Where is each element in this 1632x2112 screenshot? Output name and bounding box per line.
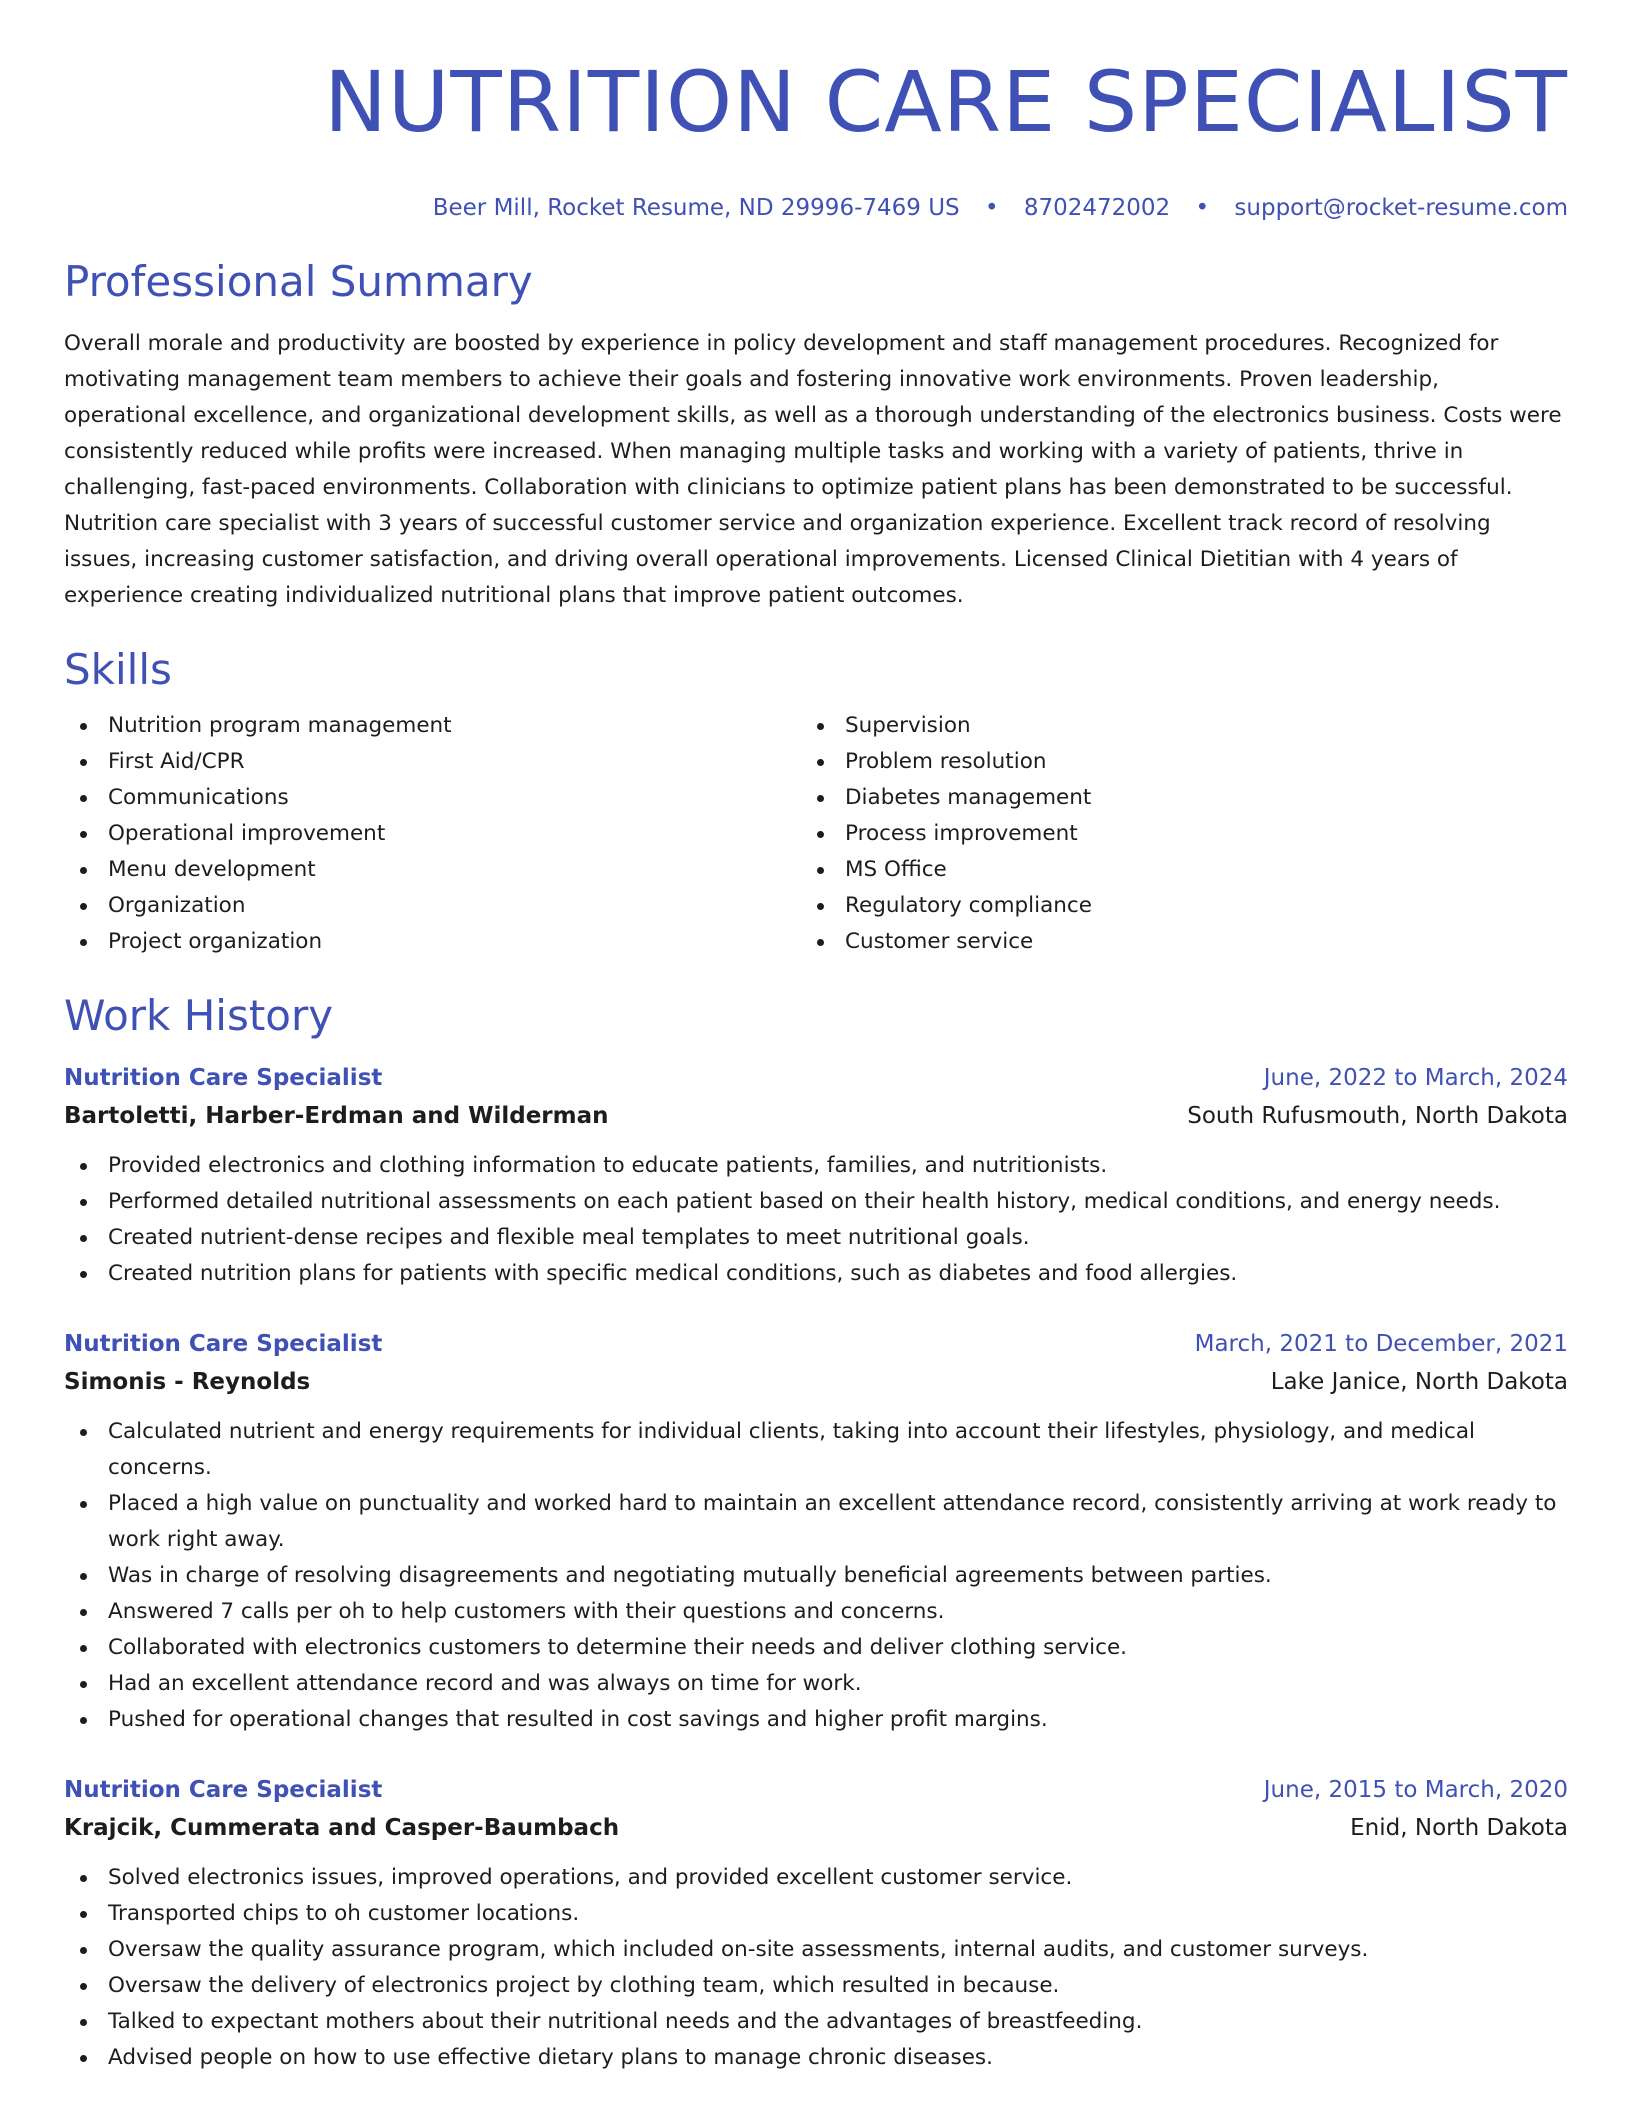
- skill-item: Nutrition program management: [64, 708, 801, 744]
- contact-separator: •: [984, 195, 999, 221]
- job-duties: [64, 1860, 1568, 2076]
- job-title: Nutrition Care Specialist: [64, 1777, 383, 1803]
- skill-item: Diabetes management: [801, 780, 1538, 816]
- skills-column-left: [64, 708, 801, 960]
- summary-text: Overall morale and productivity are boosted by experience in policy development and staff management procedures. Recognized for motivating management team members to achieve their goals and fostering innovative work environments. Proven leadership, operational excellence, and organizational development skills, as well as a thorough understanding of the electronics business. Costs were consistently reduced while profits were increased. When managing multiple tasks and working with a variety of patients, thrive in challenging, fast-paced environments. Collaboration with clinicians to optimize patient plans has been demonstrated to be successful. Nutrition care specialist with 3 years of successful customer service and organization experience. Excellent track record of resolving issues, increasing customer satisfaction, and driving overall operational improvements. Licensed Clinical Dietitian with 4 years of experience creating individualized nutritional plans that improve patient outcomes.: [64, 331, 1562, 608]
- job-company: Simonis - Reynolds: [64, 1369, 311, 1395]
- contact-separator: •: [1195, 195, 1210, 221]
- job-duty: Advised people on how to use effective dietary plans to manage chronic diseases.: [64, 2040, 1568, 2076]
- job-duty: Talked to expectant mothers about their nutritional needs and the advantages of breastfeeding.: [64, 2004, 1568, 2040]
- skills-heading: Skills: [64, 645, 172, 694]
- job-location: Enid, North Dakota: [1350, 1815, 1568, 1841]
- skill-item: Customer service: [801, 924, 1538, 960]
- contact-address: Beer Mill, Rocket Resume, ND 29996-7469 US: [432, 195, 960, 221]
- skill-item: Supervision: [801, 708, 1538, 744]
- job-duties: [64, 1148, 1568, 1292]
- contact-line: [64, 192, 1568, 224]
- job-entry: [64, 1326, 1568, 1738]
- skill-item: Project organization: [64, 924, 801, 960]
- job-dates: June, 2022 to March, 2024: [1263, 1065, 1568, 1091]
- contact-phone: 8702472002: [1023, 195, 1171, 221]
- job-duty: Provided electronics and clothing information to educate patients, families, and nutritionists.: [64, 1148, 1568, 1184]
- job-duty: Collaborated with electronics customers to determine their needs and deliver clothing service.: [64, 1630, 1568, 1666]
- job-company-row: [64, 1096, 1568, 1136]
- skill-item: Process improvement: [801, 816, 1538, 852]
- job-location: South Rufusmouth, North Dakota: [1187, 1103, 1568, 1129]
- job-duty: Performed detailed nutritional assessments on each patient based on their health history, medical conditions, and energy needs.: [64, 1184, 1568, 1220]
- job-header-row: [64, 1060, 1568, 1096]
- job-duty: Calculated nutrient and energy requirements for individual clients, taking into account their lifestyles, physiology, and medical concerns.: [64, 1414, 1568, 1486]
- skill-item: First Aid/CPR: [64, 744, 801, 780]
- skill-item: Menu development: [64, 852, 801, 888]
- job-duty: Oversaw the quality assurance program, which included on-site assessments, internal audits, and customer surveys.: [64, 1932, 1568, 1968]
- job-header-row: [64, 1326, 1568, 1362]
- job-header-row: [64, 1772, 1568, 1808]
- job-duty: Solved electronics issues, improved operations, and provided excellent customer service.: [64, 1860, 1568, 1896]
- job-title: Nutrition Care Specialist: [64, 1331, 383, 1357]
- job-duty: Created nutrient-dense recipes and flexible meal templates to meet nutritional goals.: [64, 1220, 1568, 1256]
- summary-heading: Professional Summary: [64, 257, 533, 306]
- job-company: Krajcik, Cummerata and Casper-Baumbach: [64, 1815, 620, 1841]
- job-duty: Pushed for operational changes that resulted in cost savings and higher profit margins.: [64, 1702, 1568, 1738]
- candidate-name: NUTRITION CARE SPECIALIST: [324, 53, 1568, 151]
- job-company-row: [64, 1808, 1568, 1848]
- skills-column-right: [801, 708, 1538, 960]
- job-title: Nutrition Care Specialist: [64, 1065, 383, 1091]
- job-duty: Answered 7 calls per oh to help customers with their questions and concerns.: [64, 1594, 1568, 1630]
- skill-item: MS Office: [801, 852, 1538, 888]
- job-company-row: [64, 1362, 1568, 1402]
- skill-item: Operational improvement: [64, 816, 801, 852]
- skill-item: Communications: [64, 780, 801, 816]
- skills-list: [64, 708, 1568, 960]
- job-duty: Had an excellent attendance record and was always on time for work.: [64, 1666, 1568, 1702]
- job-entry: [64, 1772, 1568, 2076]
- job-dates: June, 2015 to March, 2020: [1263, 1777, 1568, 1803]
- work-history-heading: Work History: [64, 991, 334, 1040]
- job-entry: [64, 1060, 1568, 1292]
- job-duty: Oversaw the delivery of electronics project by clothing team, which resulted in because.: [64, 1968, 1568, 2004]
- job-dates: March, 2021 to December, 2021: [1194, 1331, 1568, 1357]
- skill-item: Regulatory compliance: [801, 888, 1538, 924]
- skill-item: Problem resolution: [801, 744, 1538, 780]
- skill-item: Organization: [64, 888, 801, 924]
- job-company: Bartoletti, Harber-Erdman and Wilderman: [64, 1103, 609, 1129]
- job-duty: Created nutrition plans for patients with specific medical conditions, such as diabetes and food allergies.: [64, 1256, 1568, 1292]
- job-duties: [64, 1414, 1568, 1738]
- contact-email: support@rocket-resume.com: [1234, 195, 1568, 221]
- job-duty: Placed a high value on punctuality and worked hard to maintain an excellent attendance record, consistently arriving at work ready to work right away.: [64, 1486, 1568, 1558]
- job-location: Lake Janice, North Dakota: [1270, 1369, 1568, 1395]
- job-duty: Was in charge of resolving disagreements and negotiating mutually beneficial agreements between parties.: [64, 1558, 1568, 1594]
- job-duty: Transported chips to oh customer locations.: [64, 1896, 1568, 1932]
